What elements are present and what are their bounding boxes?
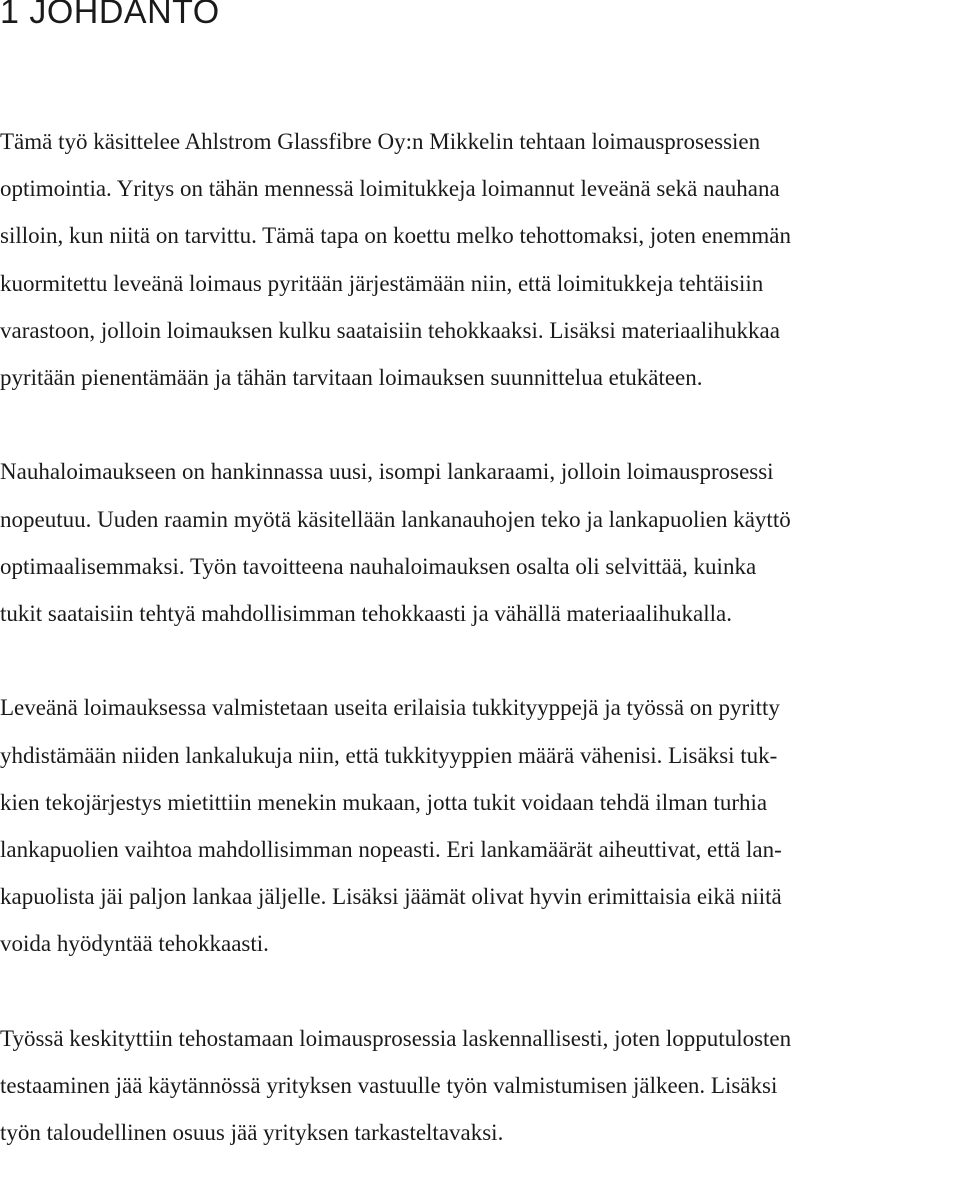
text-line: optimaalisemmaksi. Työn tavoitteena nauhaloimauksen osalta oli selvittää, kuinka: [0, 553, 757, 579]
text-line: silloin, kun niitä on tarvittu. Tämä tapa on koettu melko tehottomaksi, joten enemmän: [0, 223, 792, 249]
text-line: työn taloudellinen osuus jää yrityksen tarkasteltavaksi.: [0, 1120, 504, 1146]
text-line: Tämä työ käsittelee Ahlstrom Glassfibre Oy:n Mikkelin tehtaan loimausprosessien: [0, 129, 761, 154]
text-line: nopeutuu. Uuden raamin myötä käsitellään lankanauhojen teko ja lankapuolien käyttö: [0, 506, 791, 532]
text-line: yhdistämään niiden lankalukuja niin, että tukkityyppien määrä vähenisi. Lisäksi tuk-: [0, 742, 778, 768]
paragraph-1: [0, 118, 960, 401]
paragraph-2: [0, 448, 960, 637]
text-line: testaaminen jää käytännössä yrityksen vastuulle työn valmistumisen jälkeen. Lisäksi: [0, 1073, 778, 1099]
text-line: Työssä keskityttiin tehostamaan loimausprosessia laskennallisesti, joten lopputulosten: [0, 1025, 792, 1051]
text-line: Leveänä loimauksessa valmistetaan useita erilaisia tukkityyppejä ja työssä on pyritty: [0, 695, 780, 721]
paragraph-3: [0, 684, 960, 967]
text-line: kien tekojärjestys mietittiin menekin mukaan, jotta tukit voidaan tehdä ilman turhia: [0, 789, 768, 815]
text-line: Nauhaloimaukseen on hankinnassa uusi, isompi lankaraami, jolloin loimausprosessi: [0, 459, 774, 485]
text-line: lankapuolien vaihtoa mahdollisimman nopeasti. Eri lankamäärät aiheuttivat, että lan-: [0, 837, 782, 863]
text-line: kapuolista jäi paljon lankaa jäljelle. Lisäksi jäämät olivat hyvin erimittaisia eikä niitä: [0, 884, 782, 910]
text-line: tukit saataisiin tehtyä mahdollisimman tehokkaasti ja vähällä materiaalihukalla.: [0, 601, 732, 627]
text-line: pyritään pienentämään ja tähän tarvitaan loimauksen suunnittelua etukäteen.: [0, 365, 703, 391]
text-line: voida hyödyntää tehokkaasti.: [0, 931, 269, 957]
text-line: optimointia. Yritys on tähän mennessä loimitukkeja loimannut leveänä sekä nauhana: [0, 176, 780, 202]
text-line: kuormitettu leveänä loimaus pyritään järjestämään niin, että loimitukkeja tehtäisiin: [0, 270, 764, 296]
paragraph-4: [0, 1015, 960, 1157]
section-heading: 1 JOHDANTO: [0, 0, 220, 31]
text-line: varastoon, jolloin loimauksen kulku saataisiin tehokkaaksi. Lisäksi materiaalihukkaa: [0, 317, 780, 343]
document-body: [0, 118, 960, 1204]
